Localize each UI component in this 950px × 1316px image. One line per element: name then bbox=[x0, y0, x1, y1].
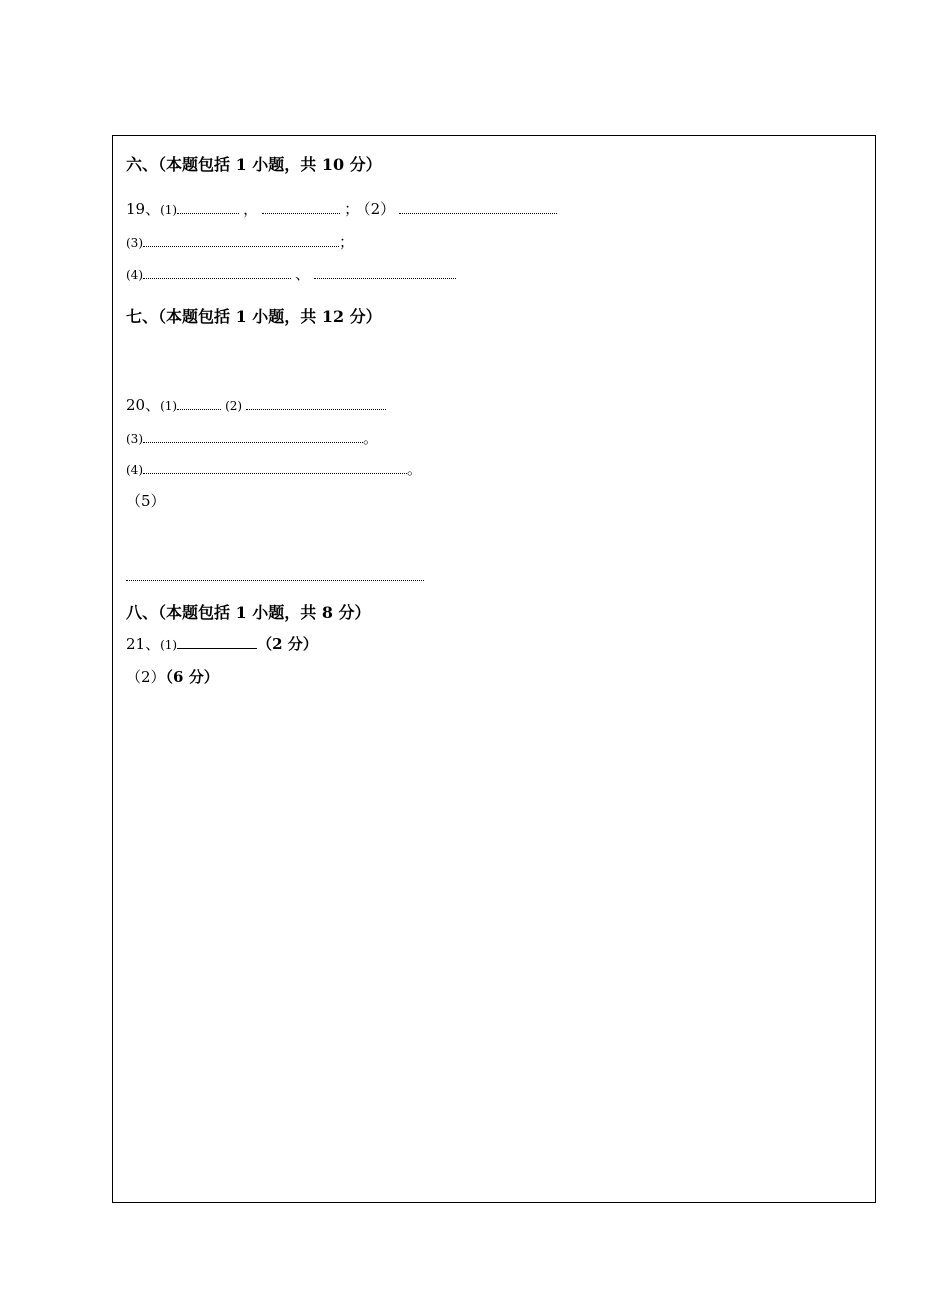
q20-part5-label: （5） bbox=[126, 492, 166, 510]
q19-line1 bbox=[126, 199, 557, 220]
q19-part4-label: (4) bbox=[126, 268, 143, 282]
q21-part1-label: (1) bbox=[160, 638, 178, 652]
q20-part1-blank[interactable] bbox=[177, 395, 221, 410]
q21-part2-score: （6 分） bbox=[165, 668, 219, 686]
q19-part2-label: （2） bbox=[363, 200, 396, 218]
q20-part1-label: (1) bbox=[160, 399, 178, 413]
q19-line4 bbox=[126, 264, 456, 285]
q20-line1 bbox=[126, 395, 386, 416]
q20-part4-end: 。 bbox=[407, 460, 423, 478]
q20-part4-blank[interactable] bbox=[143, 459, 407, 474]
q20-part5-answer-line[interactable] bbox=[126, 580, 424, 581]
q19-semicolon: ； bbox=[344, 200, 360, 218]
q19-part4-blank-b[interactable] bbox=[314, 264, 456, 279]
section-8-header: 八、（本题包括 1 小题，共 8 分） bbox=[126, 603, 371, 622]
q20-line4 bbox=[126, 459, 422, 480]
q19-part1-blank-a[interactable] bbox=[177, 199, 239, 214]
q21-part1-score: （2 分） bbox=[257, 635, 318, 653]
q19-part4-separator: 、 bbox=[295, 265, 311, 283]
q20-number: 20、 bbox=[126, 396, 161, 414]
q19-part3-blank[interactable] bbox=[143, 232, 339, 247]
q21-number: 21、 bbox=[126, 635, 161, 653]
q21-part1-blank[interactable] bbox=[177, 634, 257, 649]
q19-comma: ， bbox=[243, 200, 259, 218]
q19-line3 bbox=[126, 232, 354, 253]
q20-part4-label: (4) bbox=[126, 463, 143, 477]
q21-line2 bbox=[126, 667, 219, 687]
q20-part3-blank[interactable] bbox=[143, 428, 363, 443]
q20-part2-blank[interactable] bbox=[246, 395, 386, 410]
q20-part3-end: 。 bbox=[363, 429, 379, 447]
q19-number: 19、 bbox=[126, 200, 161, 218]
q19-part4-blank-a[interactable] bbox=[143, 264, 291, 279]
q19-part1-blank-b[interactable] bbox=[262, 199, 340, 214]
section-7-header: 七、（本题包括 1 小题，共 12 分） bbox=[126, 307, 382, 326]
q21-line1 bbox=[126, 634, 318, 655]
q21-part2-label: （2） bbox=[126, 668, 166, 686]
q19-part3-end: ； bbox=[339, 233, 355, 251]
q19-part1-label: (1) bbox=[160, 203, 178, 217]
q20-line3 bbox=[126, 428, 378, 449]
q20-part2-label: (2) bbox=[225, 399, 243, 413]
section-6-header: 六、（本题包括 1 小题，共 10 分） bbox=[126, 155, 382, 174]
answer-frame bbox=[112, 135, 876, 1203]
q19-part2-blank[interactable] bbox=[399, 199, 557, 214]
q19-part3-label: (3) bbox=[126, 236, 143, 250]
q20-part3-label: (3) bbox=[126, 432, 143, 446]
